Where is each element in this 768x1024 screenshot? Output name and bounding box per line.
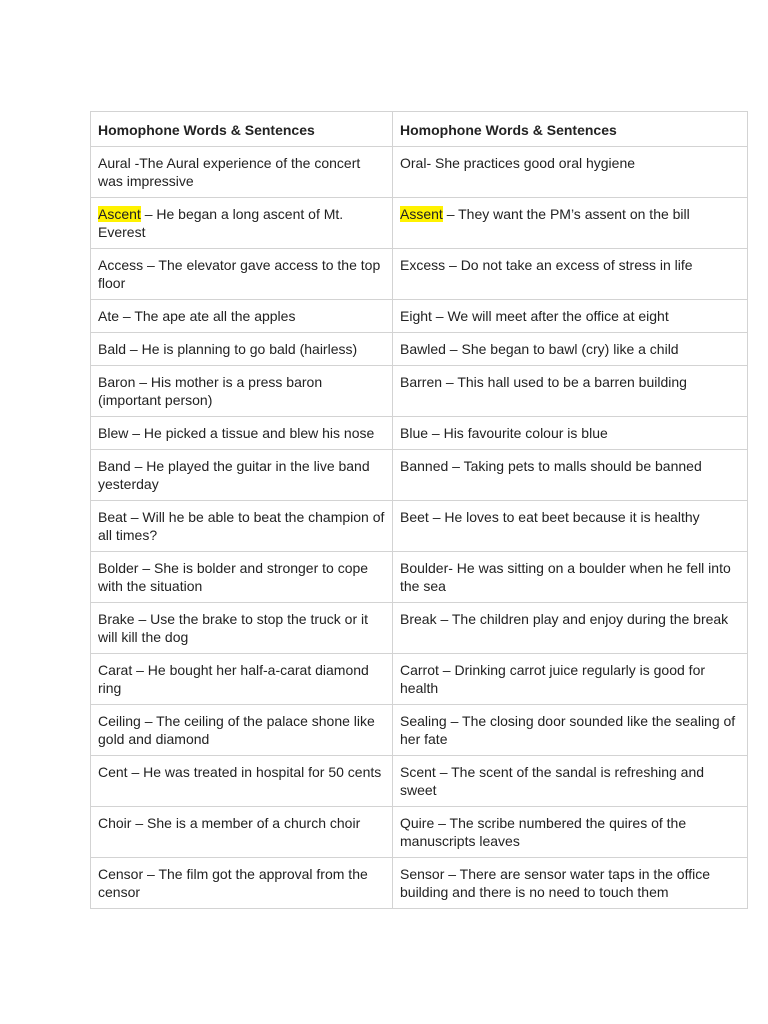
homophone-cell-left: Carat – He bought her half-a-carat diamond ring — [91, 654, 393, 705]
table-row — [91, 333, 748, 366]
homophone-cell-left: Bolder – She is bolder and stronger to cope with the situation — [91, 552, 393, 603]
table-row — [91, 300, 748, 333]
homophone-cell-left: Choir – She is a member of a church choir — [91, 807, 393, 858]
table-row — [91, 198, 748, 249]
homophone-cell-left: Brake – Use the brake to stop the truck or it will kill the dog — [91, 603, 393, 654]
table-header-row — [91, 112, 748, 147]
homophone-cell-right: Scent – The scent of the sandal is refreshing and sweet — [393, 756, 748, 807]
homophone-cell-left: Band – He played the guitar in the live band yesterday — [91, 450, 393, 501]
homophone-cell-right: Excess – Do not take an excess of stress in life — [393, 249, 748, 300]
sentence-text: – He began a long ascent of Mt. Everest — [98, 206, 344, 240]
homophone-cell-left: Censor – The film got the approval from the censor — [91, 858, 393, 909]
homophone-cell-right: Boulder- He was sitting on a boulder when he fell into the sea — [393, 552, 748, 603]
table-row — [91, 603, 748, 654]
table-row — [91, 552, 748, 603]
homophone-cell-left: Ceiling – The ceiling of the palace shone like gold and diamond — [91, 705, 393, 756]
homophone-cell-left: Aural -The Aural experience of the concert was impressive — [91, 147, 393, 198]
homophone-cell-right: Barren – This hall used to be a barren building — [393, 366, 748, 417]
table-row — [91, 858, 748, 909]
homophone-cell-left: Baron – His mother is a press baron (important person) — [91, 366, 393, 417]
homophone-cell-right: Eight – We will meet after the office at eight — [393, 300, 748, 333]
homophone-cell-right: Quire – The scribe numbered the quires of the manuscripts leaves — [393, 807, 748, 858]
homophone-cell-left: Blew – He picked a tissue and blew his nose — [91, 417, 393, 450]
column-header-left: Homophone Words & Sentences — [91, 112, 393, 147]
homophone-cell-right: Break – The children play and enjoy during the break — [393, 603, 748, 654]
homophone-cell-left — [91, 198, 393, 249]
table-row — [91, 147, 748, 198]
homophone-cell-right: Bawled – She began to bawl (cry) like a child — [393, 333, 748, 366]
table-row — [91, 417, 748, 450]
homophone-cell-left: Access – The elevator gave access to the top floor — [91, 249, 393, 300]
homophone-cell-right: Oral- She practices good oral hygiene — [393, 147, 748, 198]
highlighted-word: Assent — [400, 206, 443, 222]
table-row — [91, 501, 748, 552]
highlighted-word: Ascent — [98, 206, 141, 222]
homophone-cell-right: Carrot – Drinking carrot juice regularly is good for health — [393, 654, 748, 705]
column-header-right: Homophone Words & Sentences — [393, 112, 748, 147]
homophone-cell-left: Bald – He is planning to go bald (hairless) — [91, 333, 393, 366]
sentence-text: – They want the PM’s assent on the bill — [442, 206, 690, 222]
homophone-cell-right: Beet – He loves to eat beet because it is healthy — [393, 501, 748, 552]
homophone-table — [90, 111, 748, 909]
table-body — [91, 147, 748, 909]
homophone-cell-right: Banned – Taking pets to malls should be banned — [393, 450, 748, 501]
homophone-cell-right: Blue – His favourite colour is blue — [393, 417, 748, 450]
homophone-cell-right: Sensor – There are sensor water taps in the office building and there is no need to touch them — [393, 858, 748, 909]
table-row — [91, 366, 748, 417]
table-row — [91, 756, 748, 807]
homophone-cell-left: Cent – He was treated in hospital for 50 cents — [91, 756, 393, 807]
table-row — [91, 249, 748, 300]
table-row — [91, 705, 748, 756]
homophone-cell-left: Ate – The ape ate all the apples — [91, 300, 393, 333]
table-row — [91, 450, 748, 501]
homophone-cell-right — [393, 198, 748, 249]
homophone-cell-right: Sealing – The closing door sounded like the sealing of her fate — [393, 705, 748, 756]
table-row — [91, 807, 748, 858]
homophone-cell-left: Beat – Will he be able to beat the champion of all times? — [91, 501, 393, 552]
table-row — [91, 654, 748, 705]
